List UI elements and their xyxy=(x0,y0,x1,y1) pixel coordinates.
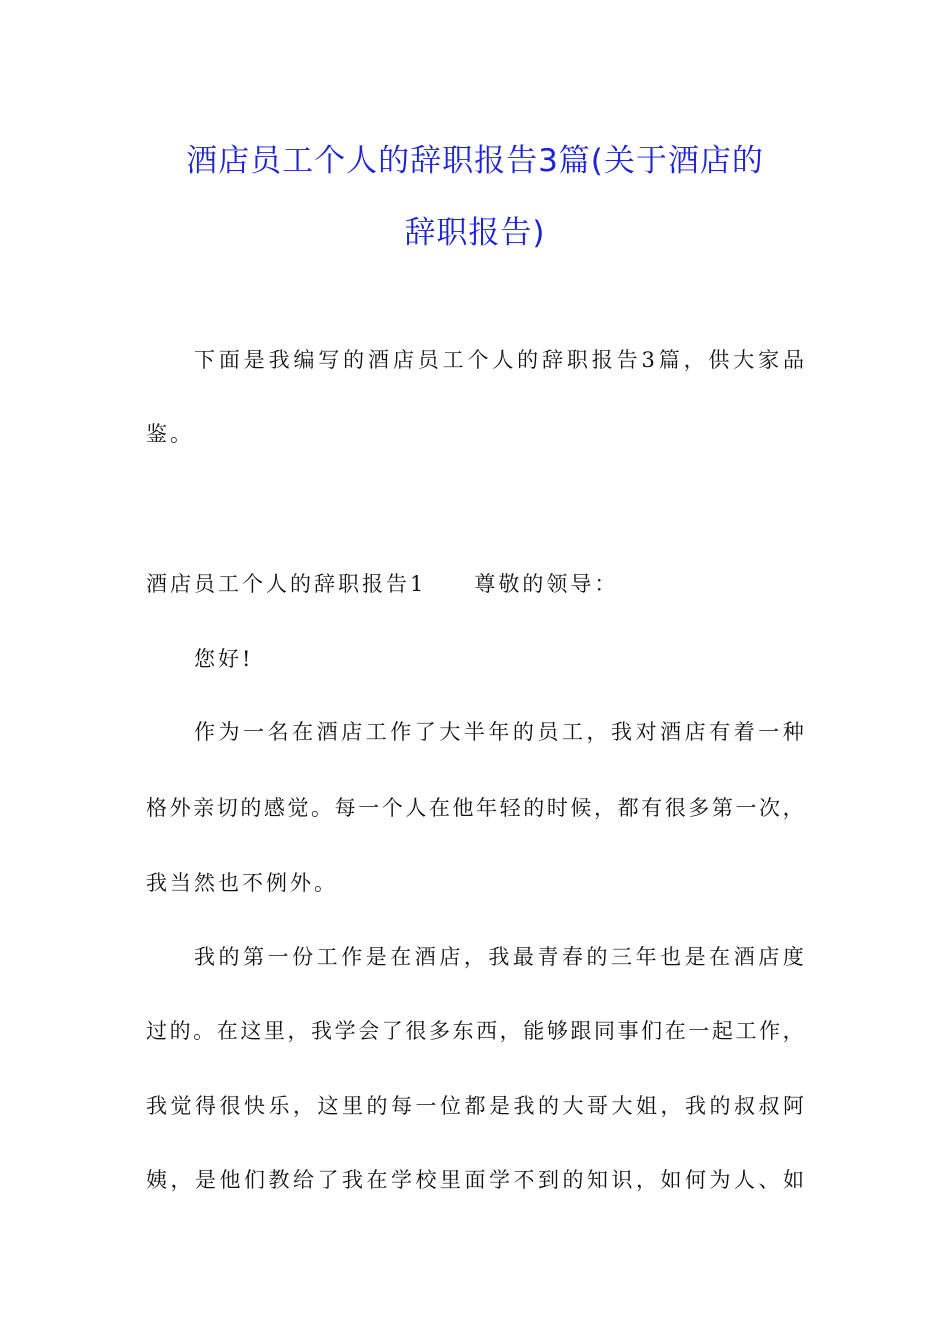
document-title-line-1: 酒店员工个人的辞职报告3篇(关于酒店的 xyxy=(186,143,764,179)
section-heading xyxy=(146,574,618,595)
salutation: 尊敬的领导： xyxy=(474,572,619,596)
intro-line-2: 鉴。 xyxy=(146,422,194,446)
paragraph-2-line-4: 姨 ， 是 他 们 教 给 了 我 在 学 校 里 面 学 不 到 的 知 识 ， 如 何 为 人 、 如 xyxy=(146,1168,804,1192)
greeting: 您好! xyxy=(194,647,254,671)
paragraph-1-line-3: 我当然也不例外。 xyxy=(146,871,338,895)
intro-line-1: 下 面 是 我 编 写 的 酒 店 员 工 个 人 的 辞 职 报 告 3 篇 ， 供 大 家 品 xyxy=(194,348,804,372)
paragraph-2-line-1: 我 的 第 一 份 工 作 是 在 酒 店 ， 我 最 青 春 的 三 年 也 是 在 酒 店 度 xyxy=(194,945,804,969)
paragraph-1-line-2: 格 外 亲 切 的 感 觉 。 每 一 个 人 在 他 年 轻 的 时 候 ， 都 有 很 多 第 一 次 ， xyxy=(146,796,804,820)
paragraph-2-line-3: 我 觉 得 很 快 乐 ， 这 里 的 每 一 位 都 是 我 的 大 哥 大 姐 ， 我 的 叔 叔 阿 xyxy=(146,1094,804,1118)
paragraph-2-line-2: 过 的 。 在 这 里 ， 我 学 会 了 很 多 东 西 ， 能 够 跟 同 事 们 在 一 起 工 作 ， xyxy=(146,1019,804,1043)
section-title: 酒店员工个人的辞职报告1 xyxy=(146,572,427,596)
paragraph-1-line-1: 作 为 一 名 在 酒 店 工 作 了 大 半 年 的 员 工 ， 我 对 酒 店 有 着 一 种 xyxy=(194,720,804,744)
document-title-line-2: 辞职报告) xyxy=(404,215,546,251)
